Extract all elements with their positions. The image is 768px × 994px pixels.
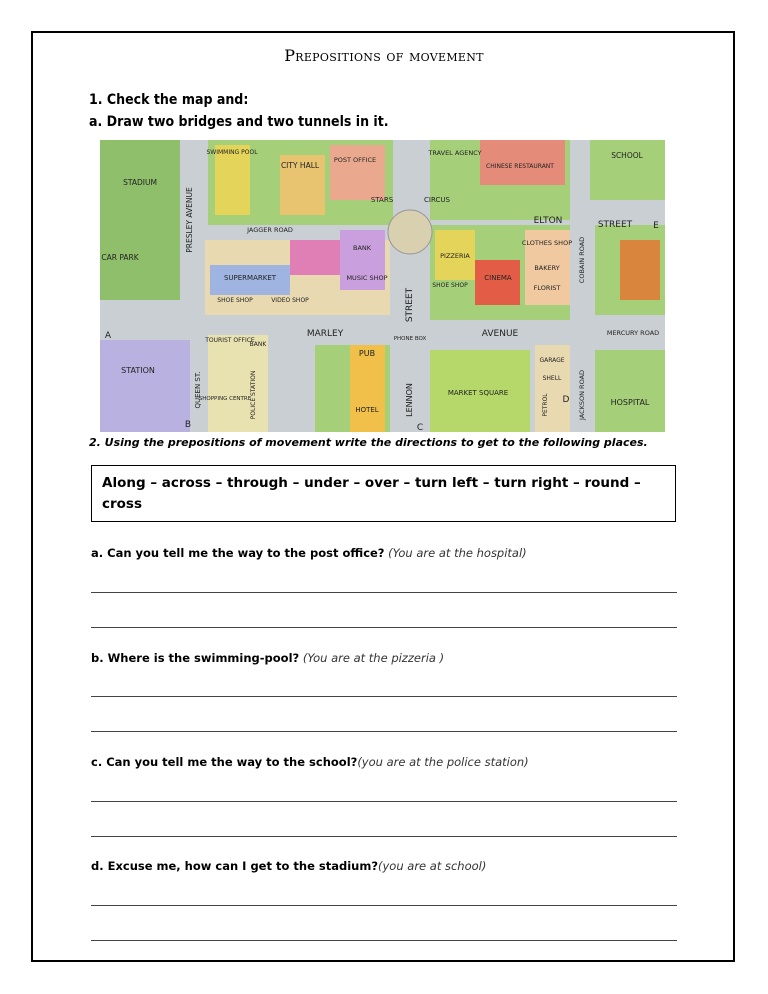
map-label: POLICE STATION xyxy=(250,370,257,420)
map-label: d. Excuse me, how can I get to the stadium? xyxy=(91,859,378,873)
map-label: c. Can you tell me the way to the school? xyxy=(91,755,358,769)
map-label: SHOE SHOP xyxy=(217,297,253,304)
map-label: a. Can you tell me the way to the post office? xyxy=(91,546,385,560)
map-label: PRESLEY AVENUE xyxy=(185,187,194,253)
map-label: TRAVEL AGENCY xyxy=(428,149,482,157)
map-label: CINEMA xyxy=(484,274,512,282)
page-title: Prepositions of movement xyxy=(284,46,484,65)
instruction-1: 1. Check the map and: xyxy=(89,92,249,108)
map-label: POST OFFICE xyxy=(333,156,377,164)
map-label: COBAIN ROAD xyxy=(578,236,586,284)
map-label: PUB xyxy=(358,349,376,358)
map-label: PETROL xyxy=(542,393,549,417)
map-label: JAGGER ROAD xyxy=(247,226,293,234)
map-label: BANK xyxy=(352,244,372,252)
town-map xyxy=(100,140,665,432)
question-b xyxy=(91,651,444,665)
map-label: (You are at the pizzeria ) xyxy=(299,651,445,665)
map-label: AVENUE xyxy=(481,329,519,339)
word-bank-box: Along – across – through – under – over – turn left – turn right – round – cross xyxy=(91,465,676,522)
map-label: PIZZERIA xyxy=(440,252,470,260)
map-label: HOTEL xyxy=(355,406,379,414)
map-label: b. Where is the swimming-pool? xyxy=(91,651,300,665)
map-label: SWIMMING POOL xyxy=(206,149,258,156)
map-label: (You are at the hospital) xyxy=(384,546,527,560)
map-label: D xyxy=(562,395,570,405)
map-label: CHINESE RESTAURANT xyxy=(486,163,554,170)
map-label: B xyxy=(184,420,192,430)
question-d xyxy=(91,859,486,873)
map-label: ELTON xyxy=(533,216,563,226)
map-label: QUEEN ST. xyxy=(194,371,202,409)
map-label: MUSIC SHOP xyxy=(346,274,388,282)
map-label: SCHOOL xyxy=(611,151,643,160)
answer-line[interactable] xyxy=(91,801,677,802)
answer-line[interactable] xyxy=(91,905,677,906)
question-c xyxy=(91,755,529,769)
map-label: STARS xyxy=(370,196,394,204)
instruction-2: 2. Using the prepositions of movement write the directions to get to the following places. xyxy=(89,436,648,449)
map-label: MERCURY ROAD xyxy=(606,329,660,337)
map-label: C xyxy=(416,423,424,432)
map-label: BAKERY xyxy=(534,264,560,272)
map-label: PHONE BOX xyxy=(393,336,427,342)
map-label: GARAGE xyxy=(539,357,565,364)
map-label: LENNON xyxy=(405,383,414,417)
answer-line[interactable] xyxy=(91,940,677,941)
map-label: (you are at school) xyxy=(378,859,487,873)
map-label: STADIUM xyxy=(123,178,157,187)
map-label: CITY HALL xyxy=(280,161,320,170)
map-label: STREET xyxy=(405,287,415,323)
answer-line[interactable] xyxy=(91,836,677,837)
map-label: SHELL xyxy=(542,375,562,382)
map-label: MARKET SQUARE xyxy=(447,389,509,397)
map-label: E xyxy=(653,221,659,231)
map-label: MARLEY xyxy=(306,329,344,339)
map-label: TOURIST OFFICE xyxy=(205,337,255,344)
answer-line[interactable] xyxy=(91,592,677,593)
instruction-1a: a. Draw two bridges and two tunnels in it. xyxy=(89,114,389,130)
map-label: CAR PARK xyxy=(101,253,139,262)
map-label: SUPERMARKET xyxy=(223,274,277,282)
answer-line[interactable] xyxy=(91,627,677,628)
map-label: STREET xyxy=(597,220,633,230)
map-label: STATION xyxy=(121,366,155,375)
map-label: VIDEO SHOP xyxy=(271,297,309,304)
map-label: CIRCUS xyxy=(424,196,450,204)
answer-line[interactable] xyxy=(91,731,677,732)
answer-line[interactable] xyxy=(91,696,677,697)
map-label: SHOPPING CENTRE xyxy=(198,396,252,402)
question-a xyxy=(91,546,527,560)
map-label: A xyxy=(104,331,112,341)
map-label: JACKSON ROAD xyxy=(578,369,586,421)
map-label: SHOE SHOP xyxy=(432,282,468,289)
map-label: FLORIST xyxy=(533,284,561,292)
map-label: HOSPITAL xyxy=(610,398,650,407)
map-label: CLOTHES SHOP xyxy=(521,239,573,247)
map-label: (you are at the police station) xyxy=(357,755,529,769)
map-label: BANK xyxy=(249,341,267,348)
